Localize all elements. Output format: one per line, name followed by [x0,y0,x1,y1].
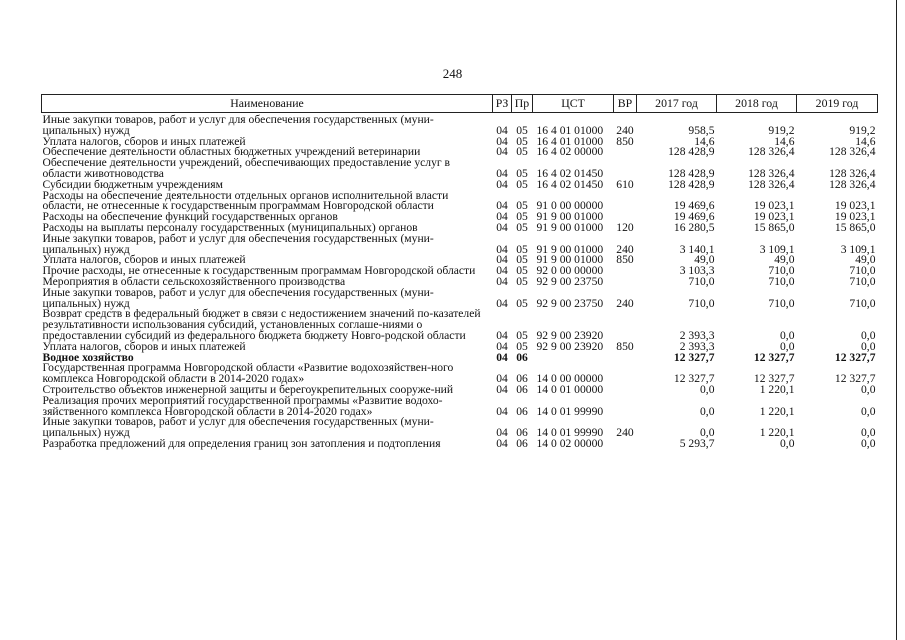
row-pr: 05 [516,339,528,353]
row-name: Обеспечение деятельности областных бюджетных учреждений ветеринарии [42,145,421,159]
row-2017: 3 103,3 [679,264,715,278]
row-pr: 05 [516,264,528,278]
row-2019: 128 326,4 [829,145,876,159]
row-2018: 1 220,1 [759,426,795,440]
row-name: Реализация прочих мероприятий государственной программы «Развитие водохо-зяйственного комплекса Новгородской области в 2014-2020 годах» [42,393,443,418]
header-pr: Пр [512,95,533,113]
row-name: Прочие расходы, не отнесенные к государственным программам Новгородской области [42,264,476,278]
row-rz: 04 [496,166,508,180]
row-cst: 91 9 00 01000 [536,242,604,256]
row-name: Возврат средств в федеральный бюджет в связи с недостижением значений по-казателей результативности использования субсидий, установленных соглаше-ниями о предоставлении субсидий из федерального бюджета бюджету Новго-родской области [42,307,481,342]
row-pr: 05 [516,328,528,342]
row-2017: 0,0 [700,382,715,396]
row-2018: 3 109,1 [759,242,795,256]
row-vr: 610 [616,177,634,191]
row-name: Уплата налогов, сборов и иных платежей [42,134,246,148]
table-body [42,113,878,450]
row-2019: 49,0 [855,253,876,267]
row-2018: 12 327,7 [753,350,795,364]
row-cst [533,353,614,364]
row-2018: 128 326,4 [748,145,795,159]
row-rz: 04 [496,199,508,213]
row-rz: 04 [496,436,508,450]
row-2017: 49,0 [694,253,715,267]
row-cst: 14 0 01 99990 [536,426,604,440]
header-rz: РЗ [493,95,512,113]
row-2019: 0,0 [861,436,876,450]
row-2017: 128 428,9 [668,145,715,159]
row-2017: 958,5 [688,123,715,137]
budget-table [41,94,878,450]
row-name: Государственная программа Новгородской области «Развитие водохозяйствен-ного комплекса Новгородской области в 2014-2020 годах» [42,361,454,386]
row-vr: 240 [616,296,634,310]
row-name: Субсидии бюджетным учреждениям [42,177,223,191]
row-rz: 04 [496,264,508,278]
row-2018: 128 326,4 [748,177,795,191]
row-vr [614,309,637,341]
row-vr [614,439,637,450]
row-pr: 06 [516,372,528,386]
row-name: Иные закупки товаров, работ и услуг для обеспечения государственных (муни-ципальных) нужд [42,231,434,256]
row-name: Разработка предложений для определения границ зон затопления и подтопления [42,436,441,450]
row-vr [614,147,637,158]
row-2018: 15 865,0 [753,220,795,234]
row-cst: 91 0 00 00000 [536,199,604,213]
row-2017: 5 293,7 [679,436,715,450]
row-2017: 128 428,9 [668,177,715,191]
row-rz: 04 [496,426,508,440]
row-pr: 06 [516,436,528,450]
row-rz: 04 [496,350,508,364]
page-number: 248 [442,66,463,81]
row-2019: 19 023,1 [834,199,876,213]
row-pr: 06 [516,404,528,418]
row-pr: 05 [516,166,528,180]
row-cst: 14 0 00 00000 [536,372,604,386]
row-name: Иные закупки товаров, работ и услуг для обеспечения государственных (муни-ципальных) нужд [42,285,434,310]
row-vr: 240 [616,242,634,256]
row-vr: 240 [616,426,634,440]
row-name: Расходы на обеспечение функций государственных органов [42,210,338,224]
table-row [42,288,878,310]
row-rz: 04 [496,145,508,159]
row-pr: 06 [516,350,528,364]
table-row [42,158,878,180]
row-vr: 850 [616,253,634,267]
row-rz: 04 [496,134,508,148]
row-rz: 04 [496,253,508,267]
row-2019: 0,0 [861,339,876,353]
row-2017: 12 327,7 [673,372,715,386]
row-vr: 850 [616,339,634,353]
row-2017: 12 327,7 [673,350,715,364]
row-name: Обеспечение деятельности учреждений, обеспечивающих предоставление услуг в области животноводства [42,156,451,180]
table-row [42,363,878,385]
row-vr [614,158,637,180]
row-rz: 04 [496,177,508,191]
row-2019: 14,6 [855,134,876,148]
row-name: Уплата налогов, сборов и иных платежей [42,339,246,353]
row-vr [614,266,637,277]
row-2019: 128 326,4 [829,166,876,180]
row-2017: 2 393,3 [679,328,715,342]
header-vr: ВР [614,95,637,113]
row-2018: 12 327,7 [753,372,795,386]
row-2019: 19 023,1 [834,210,876,224]
header-2017: 2017 год [637,95,717,113]
row-2018: 49,0 [774,253,795,267]
row-2019: 0,0 [861,426,876,440]
row-2018: 0,0 [780,436,795,450]
row-2018: 1 220,1 [759,404,795,418]
row-2018: 0,0 [780,339,795,353]
row-vr [614,191,637,213]
table-row [42,191,878,213]
row-2017: 2 393,3 [679,339,715,353]
row-cst: 16 4 01 01000 [536,134,604,148]
row-pr: 06 [516,426,528,440]
row-cst: 92 9 00 23750 [536,296,604,310]
row-2018: 919,2 [768,123,795,137]
row-name: Расходы на выплаты персоналу государственных (муниципальных) органов [42,220,418,234]
row-pr: 06 [516,382,528,396]
header-name: Наименование [42,95,493,113]
row-cst: 92 9 00 23920 [536,339,604,353]
row-cst: 91 9 00 01000 [536,253,604,267]
row-2018: 0,0 [780,328,795,342]
row-vr: 120 [616,220,634,234]
row-2017: 710,0 [688,274,715,288]
row-cst: 16 4 02 01450 [536,177,604,191]
row-pr: 05 [516,210,528,224]
row-2019: 128 326,4 [829,177,876,191]
header-2019: 2019 год [797,95,878,113]
row-rz: 04 [496,210,508,224]
row-2017: 710,0 [688,296,715,310]
row-pr: 05 [516,199,528,213]
table-row [42,309,878,341]
row-2018: 14,6 [774,134,795,148]
row-2017: 14,6 [694,134,715,148]
row-2019: 3 109,1 [840,242,876,256]
row-pr: 05 [516,134,528,148]
row-pr: 05 [516,123,528,137]
row-cst: 92 9 00 23750 [536,274,604,288]
header-2018: 2018 год [717,95,797,113]
row-cst: 14 0 01 00000 [536,382,604,396]
row-cst: 91 9 00 01000 [536,220,604,234]
row-rz: 04 [496,242,508,256]
row-2017: 19 469,6 [673,210,715,224]
row-2018: 1 220,1 [759,382,795,396]
row-2019: 0,0 [861,404,876,418]
table-row [42,234,878,256]
row-2017: 0,0 [700,426,715,440]
header-cst: ЦСТ [533,95,614,113]
row-name: Уплата налогов, сборов и иных платежей [42,253,246,267]
row-pr: 05 [516,145,528,159]
table-row [42,342,878,353]
row-cst: 16 4 02 01450 [536,166,604,180]
table-row [42,113,878,137]
row-2019: 0,0 [861,382,876,396]
row-vr: 850 [616,134,634,148]
row-pr: 05 [516,253,528,267]
row-name: Расходы на обеспечение деятельности отдельных органов исполнительной власти области, не отнесенные к государственным программам Новгородской области [42,188,449,213]
table-row [42,439,878,450]
row-vr [614,353,637,364]
row-2019: 710,0 [849,274,876,288]
row-name: Иные закупки товаров, работ и услуг для обеспечения государственных (муни-ципальных) нужд [42,113,434,137]
table-row [42,417,878,439]
row-vr [614,396,637,418]
row-name: Иные закупки товаров, работ и услуг для обеспечения государственных (муни-ципальных) нужд [42,415,434,440]
row-pr: 05 [516,220,528,234]
row-pr: 05 [516,274,528,288]
row-cst: 92 0 00 00000 [536,264,604,278]
row-rz: 04 [496,328,508,342]
row-rz: 04 [496,274,508,288]
row-2017: 19 469,6 [673,199,715,213]
row-pr: 05 [516,177,528,191]
row-2018: 128 326,4 [748,166,795,180]
row-pr: 05 [516,242,528,256]
row-2019: 710,0 [849,296,876,310]
row-name: Мероприятия в области сельскохозяйственного производства [42,274,346,288]
row-2018: 710,0 [768,274,795,288]
row-rz: 04 [496,339,508,353]
table-row [42,396,878,418]
row-2019: 15 865,0 [834,220,876,234]
row-cst: 92 9 00 23920 [536,328,604,342]
row-cst: 16 4 01 01000 [536,123,604,137]
row-cst: 16 4 02 00000 [536,145,604,159]
margin-rule [896,0,897,640]
row-2019: 710,0 [849,264,876,278]
row-2019: 0,0 [861,328,876,342]
row-2018: 19 023,1 [753,210,795,224]
row-rz: 04 [496,382,508,396]
row-cst: 14 0 01 99990 [536,404,604,418]
row-name: Строительство объектов инженерной защиты и берегоукрепительных сооруже-ний [42,382,454,396]
row-rz: 04 [496,220,508,234]
row-2019: 12 327,7 [834,350,876,364]
row-pr: 05 [516,296,528,310]
row-vr: 240 [616,123,634,137]
row-vr [614,385,637,396]
row-name: Водное хозяйство [42,350,134,364]
row-2017: 0,0 [700,404,715,418]
row-vr [614,363,637,385]
row-cst: 14 0 02 00000 [536,436,604,450]
row-vr [614,277,637,288]
header-row [42,95,878,113]
row-2018: 710,0 [768,264,795,278]
row-2017: 3 140,1 [679,242,715,256]
row-rz: 04 [496,296,508,310]
row-cst: 91 9 00 01000 [536,210,604,224]
row-rz: 04 [496,372,508,386]
row-rz: 04 [496,404,508,418]
row-2018: 710,0 [768,296,795,310]
row-2019: 919,2 [849,123,876,137]
row-2018: 19 023,1 [753,199,795,213]
row-2017: 128 428,9 [668,166,715,180]
row-2019: 12 327,7 [834,372,876,386]
row-2017: 16 280,5 [673,220,715,234]
row-rz: 04 [496,123,508,137]
